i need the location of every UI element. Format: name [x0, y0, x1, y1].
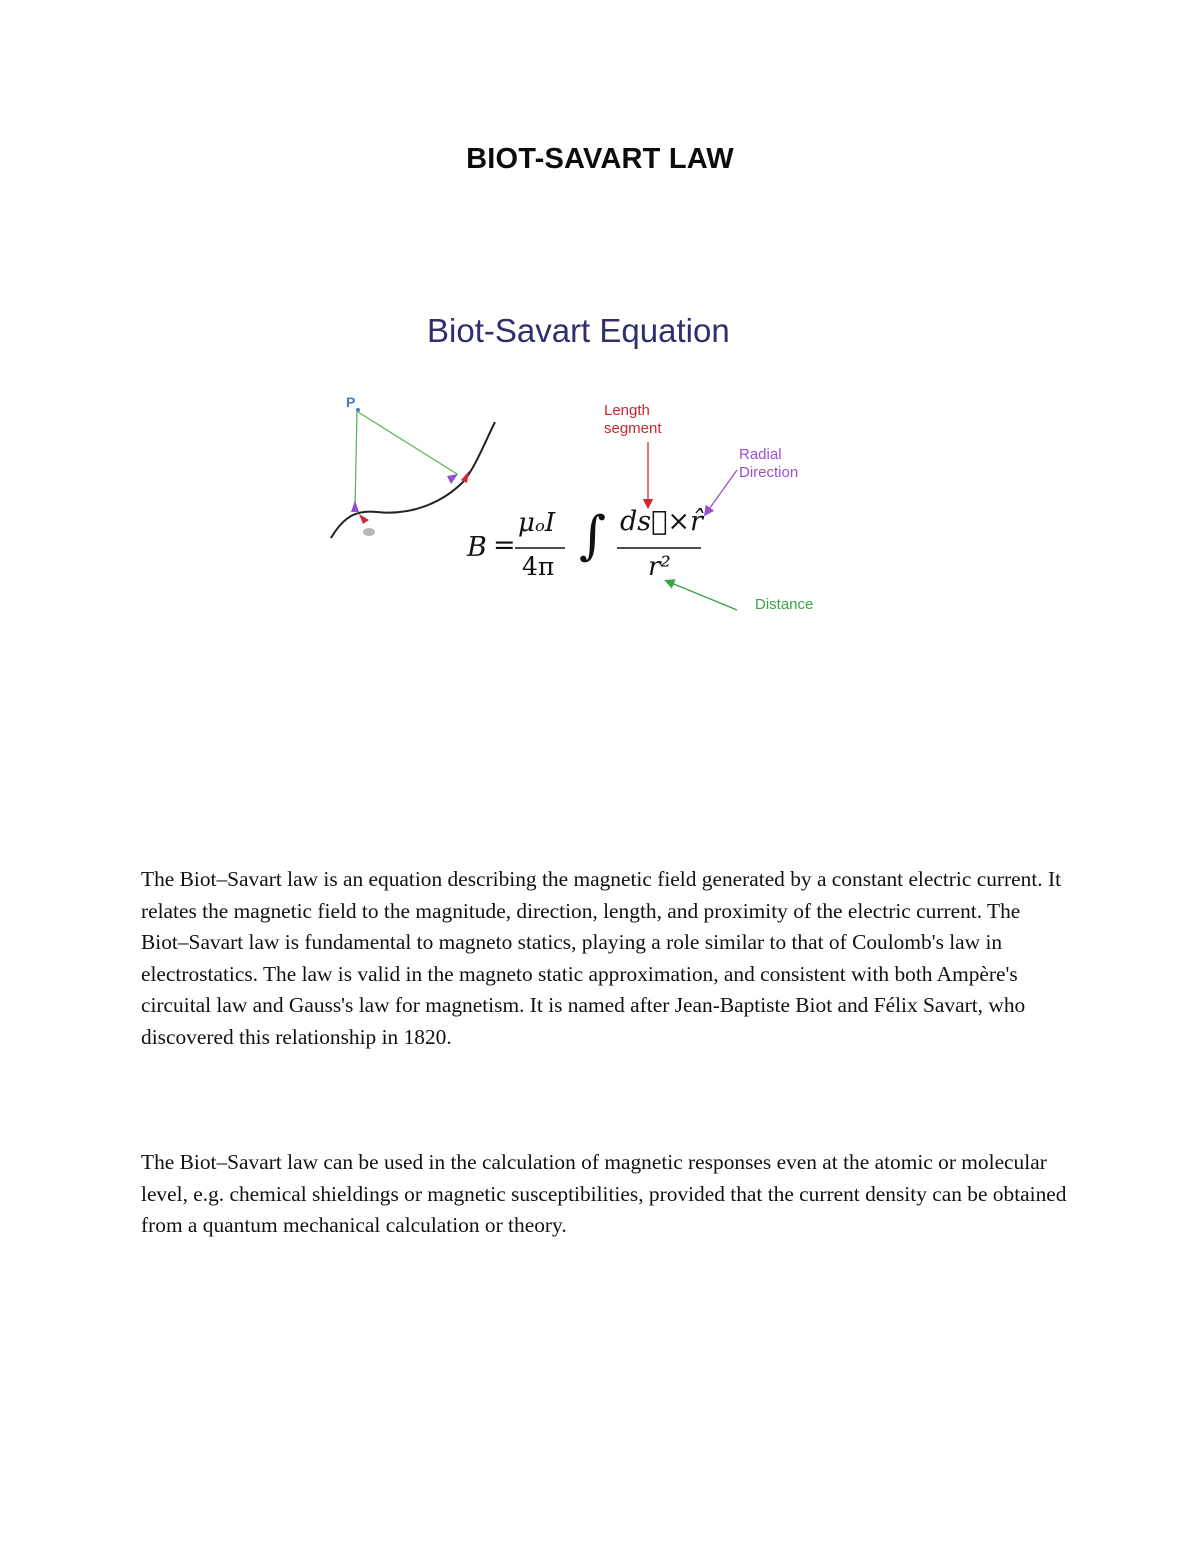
equation-lhs: B — [467, 532, 487, 563]
equation-numerator: μₒI — [518, 508, 556, 538]
distance-arrow — [669, 582, 737, 610]
radius-vector-line — [358, 412, 457, 474]
point-p-label: P — [346, 394, 356, 410]
equation-denominator: 4π — [522, 552, 555, 581]
point-p-dot — [356, 408, 360, 412]
purple-arrowhead-right — [447, 474, 458, 484]
distance-label: Distance — [755, 596, 814, 613]
radial-direction-arrow — [707, 470, 737, 512]
paragraph-definition: The Biot–Savart law is an equation describing the magnetic field generated by a constant electric current. It relates the magnetic field to the magnitude, direction, length, and proximity of the electric current. The Biot–Savart law is fundamental to magneto statics, playing a role similar to that of Coulomb's law in electrostatics. The law is valid in the magneto static approximation, and consistent with both Ampère's circuital law and Gauss's law for magnetism. It is named after Jean-Baptiste Biot and Félix Savart, who discovered this relationship in 1820. — [141, 867, 1062, 1049]
purple-arrowhead-left — [351, 500, 359, 512]
biot-savart-figure — [315, 300, 875, 640]
length-segment-label: Length segment — [604, 402, 662, 437]
red-arrowhead-wire — [461, 471, 469, 483]
red-segment-marker — [359, 514, 369, 524]
integral-sign: ∫ — [579, 506, 607, 566]
equation-equals: = — [493, 530, 516, 561]
integrand-denominator: r² — [648, 552, 671, 582]
integrand-numerator: ds⃗×r̂ — [620, 506, 703, 537]
segment-shadow — [363, 528, 375, 536]
radial-direction-label: Radial Direction — [739, 446, 799, 481]
document-title: BIOT-SAVART LAW — [466, 143, 734, 175]
paragraph-applications: The Biot–Savart law can be used in the calculation of magnetic responses even at the atomic or molecular level, e.g. chemical shieldings or magnetic susceptibilities, provided that the current density can be obtained from a quantum mechanical calculation or theory. — [141, 1150, 1067, 1238]
figure-title: Biot-Savart Equation — [427, 312, 730, 349]
vertical-vector-line — [355, 412, 357, 508]
